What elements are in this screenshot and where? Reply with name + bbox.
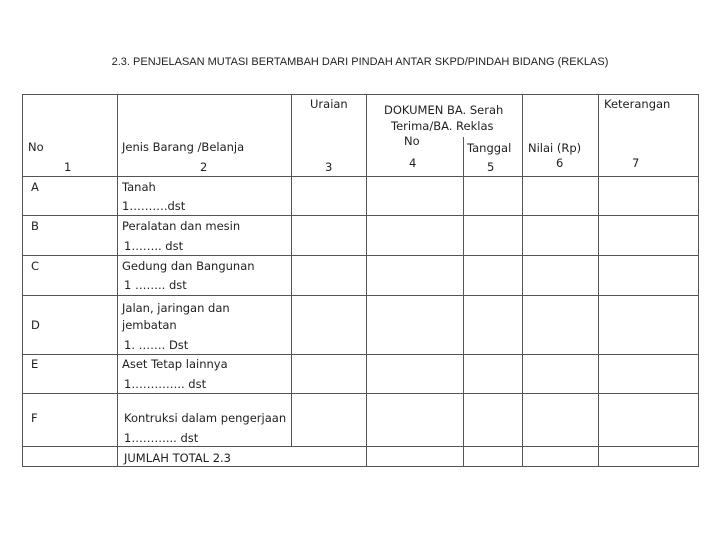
page-title: 2.3. PENJELASAN MUTASI BERTAMBAH DARI PINDAH ANTAR SKPD/PINDAH BIDANG (REKLAS) — [111, 56, 609, 68]
header-keterangan-num: 7 — [632, 156, 640, 170]
total-label: JUMLAH TOTAL 2.3 — [124, 451, 231, 465]
row-no-f: F — [31, 411, 38, 425]
header-dokumen-tanggal-num: 5 — [487, 160, 495, 174]
row-no-e: E — [31, 357, 39, 371]
header-uraian: Uraian — [310, 97, 348, 111]
row-jenis-aset-lain: Aset Tetap lainnya — [122, 357, 228, 371]
row-jenis-kontruksi-dst: 1………... dst — [124, 431, 199, 445]
header-keterangan: Keterangan — [604, 97, 671, 111]
row-jenis-jalan-line1: Jalan, jaringan dan — [122, 301, 230, 315]
header-nilai: Nilai (Rp) — [528, 141, 582, 155]
header-no-num: 1 — [64, 160, 72, 174]
row-jenis-tanah: Tanah — [122, 180, 156, 194]
row-jenis-jalan-line2: jembatan — [122, 318, 177, 332]
header-jenis: Jenis Barang /Belanja — [122, 140, 245, 154]
row-jenis-kontruksi: Kontruksi dalam pengerjaan — [124, 411, 287, 425]
row-jenis-peralatan-dst: 1…….. dst — [124, 239, 184, 253]
header-dokumen-no: No — [404, 134, 420, 148]
row-jenis-tanah-dst: 1……….dst — [122, 199, 186, 213]
header-dokumen-tanggal: Tanggal — [467, 141, 512, 155]
row-jenis-jalan-dst: 1. ……. Dst — [124, 338, 189, 352]
row-no-b: B — [31, 219, 39, 233]
header-dokumen-no-num: 4 — [409, 156, 417, 170]
header-jenis-num: 2 — [200, 160, 208, 174]
header-nilai-num: 6 — [556, 156, 564, 170]
row-no-a: A — [31, 180, 39, 194]
header-dokumen-line2: Terima/BA. Reklas — [391, 119, 494, 133]
row-no-d: D — [31, 318, 40, 332]
header-uraian-num: 3 — [325, 160, 333, 174]
header-dokumen-line1: DOKUMEN BA. Serah — [384, 103, 504, 117]
row-jenis-peralatan: Peralatan dan mesin — [122, 219, 241, 233]
row-no-c: C — [31, 259, 40, 273]
row-jenis-gedung: Gedung dan Bangunan — [122, 259, 255, 273]
header-no: No — [28, 140, 44, 154]
row-jenis-gedung-dst: 1 …….. dst — [124, 278, 187, 292]
row-jenis-aset-lain-dst: 1………….. dst — [124, 377, 207, 391]
